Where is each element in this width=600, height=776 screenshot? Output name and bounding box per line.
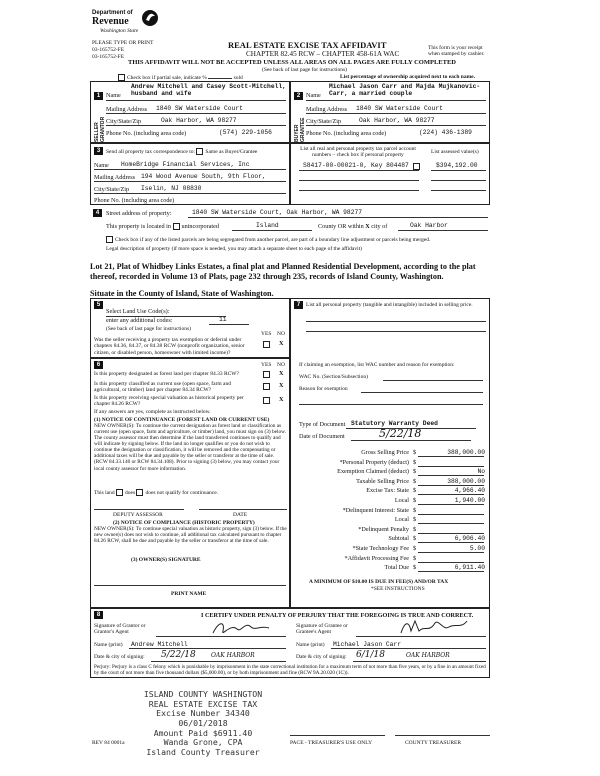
tax-calc-row [291, 459, 491, 468]
section-8-certification [90, 608, 490, 678]
legal-label: Legal description of property (if more space is needed, you may attach a separate sheet to each page of the affidavit) [106, 246, 362, 252]
stamp-line: Island County Treasurer [146, 747, 260, 758]
partial-sale-checkbox[interactable] [118, 74, 125, 81]
seller-mailing-label: Mailing Address [106, 106, 148, 113]
section-5-land-use [90, 298, 290, 358]
parcels-section [290, 143, 490, 205]
treasurer-receipt-stamp [128, 690, 278, 758]
parcel-assessed-value: $394,192.00 [436, 162, 478, 169]
tax-calc-row [291, 535, 491, 544]
deputy-assessor-label: DEPUTY ASSESSOR [113, 512, 163, 518]
land-qualify-row: This land does does not qualify for continuance. [94, 489, 219, 496]
tax-calc-label: Local [394, 497, 409, 504]
parcels-header: List all real and personal property tax parcel account numbers – check box if personal property [300, 146, 416, 159]
same-as-buyer-label: Same as Buyer/Grantee [205, 148, 258, 155]
s6-yes-header: YES [261, 362, 272, 368]
perjury-notice: Perjury: Perjury is a class C felony which is punishable by imprisonment in the state correctional institution for a maximum term of not more than five years, or by a fine in an amount fixed by the court of not more than five thousand dollars ($5,000.00), or by both imprisonment and fine (RCW 9A.20.020 (1C)). [94, 664, 486, 676]
tax-calc-label: Exemption Claimed (deduct) [337, 468, 409, 476]
tax-calc-label: Excise Tax: State [366, 487, 409, 495]
stamp-line: Excise Number 34340 [156, 708, 250, 719]
grantor-signature [211, 619, 271, 637]
tax-calc-value: 388,000.00 [447, 449, 485, 456]
tax-calc-label: *Personal Property (deduct) [339, 458, 409, 466]
tax-calc-row [291, 449, 491, 458]
grantee-date-city-label: Date & city of signing: [296, 654, 347, 660]
doc-type-label: Type of Document [299, 421, 346, 428]
section-7-number: 7 [294, 301, 303, 309]
stamp-line: Wanda Grone, CPA [163, 737, 243, 748]
receipt-note-2: when stamped by cashier. [428, 51, 485, 57]
receipt-note-1: This form is your receipt [428, 45, 483, 51]
buyer-city-label: City/State/Zip [306, 118, 342, 125]
wac-no-label: WAC No. (Section/Subsection) [299, 374, 368, 380]
tax-calc-dollar: $ [413, 535, 417, 543]
notice1-body: NEW OWNER(S): To continue the current designation as forest land or classification as current use (open space, farm and agriculture, or timber) land, you must sign on (3) below. The county assessor must then determine if the land transferred continues to qualify and will indicate by signing below. If the land no longer qualifies or you do not wish to continue the designation or classification, it will be removed and the compensating or additional taxes will be due and payable by the seller or transferor at the time of sale. (RCW 84.33.140 or RCW 84.34.108). Prior to signing (3) below, you may contact your local county assessor for more information. [94, 423, 286, 472]
tax-calc-row [291, 497, 491, 506]
s6-q1-answer: X [279, 370, 284, 377]
grantor-signature-label: Signature of Grantor or Grantor's Agent [94, 623, 146, 636]
section-2-buyer [290, 81, 490, 143]
seller-city-label: City/State/Zip [106, 118, 142, 125]
s6-q3-answer: X [279, 396, 284, 403]
tax-calc-row [291, 555, 491, 564]
grantor-date: 5/22/18 [161, 650, 196, 660]
see-instructions: *SEE INSTRUCTIONS [371, 586, 425, 592]
tax-corr-name-label: Name [94, 162, 109, 169]
form-warning: THIS AFFIDAVIT WILL NOT BE ACCEPTED UNLESS ALL AREAS ON ALL PAGES ARE FULLY COMPLETED [128, 59, 456, 66]
tax-calc-label: Taxable Selling Price [356, 477, 409, 485]
buyer-name: Michael Jason Carr and Majda Mujkanovic-Carr, a married couple [329, 83, 481, 97]
form-see-back: (See back of last page for instructions) [262, 67, 347, 73]
tax-calc-dollar: $ [413, 564, 417, 572]
stamp-line: ISLAND COUNTY WASHINGTON [143, 689, 263, 699]
tax-corr-phone-label: Phone No. (including area code) [94, 197, 175, 204]
form-code-1: 03-165752-FE [92, 47, 125, 53]
tax-calc-row [291, 545, 491, 554]
logo-line3: Washington State [100, 28, 139, 34]
tax-calc-dollar: $ [413, 516, 417, 524]
section-7-tax-calc [290, 298, 490, 608]
tax-calc-row [291, 487, 491, 496]
seller-mailing: 1840 SW Waterside Court [156, 105, 243, 112]
land-use-q1-answer: X [279, 340, 284, 347]
tax-calc-value: 5.00 [469, 545, 485, 552]
tax-calc-dollar: $ [413, 525, 417, 533]
buyer-city: Oak Harbor, WA 98277 [359, 117, 435, 124]
notice2-title: (2) NOTICE OF COMPLIANCE (HISTORIC PROPERTY) [113, 520, 255, 526]
street-label: Street address of property: [106, 210, 172, 217]
stamp-line: 06/01/2018 [178, 718, 228, 729]
seller-phone-label: Phone No. (including area code) [106, 130, 187, 137]
section-4-number: 4 [93, 209, 102, 217]
reason-label: Reason for exemption [299, 386, 348, 392]
city-of-value: Oak Harbor [410, 222, 448, 229]
section-5-number: 5 [94, 301, 103, 309]
certify-statement: I CERTIFY UNDER PENALTY OF PERJURY THAT THE FOREGOING IS TRUE AND CORRECT. [201, 612, 474, 619]
s6-q3-yes[interactable] [263, 397, 270, 404]
legal-description: Lot 21, Plat of Whidbey Links Estates, a final plat and Planned Residential Development, according to the plat thereof, recorded in Volume 13 of Plats, page 232 through 235, records of Island County, Washington. [90, 262, 476, 282]
print-name-label: PRINT NAME [171, 591, 207, 597]
same-as-buyer-checkbox[interactable] [196, 148, 203, 155]
notice2-body: NEW OWNER(S): To continue special valuation as historic property, sign (3) below. If the new owner(s) does not wish to continue, all additional tax calculated pursuant to chapter 84.26 RCW, shall be due and payable by the seller or transferor at the time of sale. [94, 526, 287, 545]
grantor-name-label: Name (print) [94, 642, 123, 648]
buyer-phone: (224) 436-1389 [419, 129, 472, 136]
unincorporated-checkbox[interactable] [173, 223, 180, 230]
doc-date: 5/22/18 [379, 427, 422, 440]
section-1-seller [90, 81, 290, 143]
s6-if-yes: If any answers are yes, complete as instructed below. [94, 409, 211, 415]
doc-type: Statutory Warranty Deed [351, 420, 438, 427]
s6-q2: Is this property classified as current use (open space, farm and agricultural, or timber) land per chapter 84.34 RCW? [94, 381, 231, 394]
owner-signature-label: (3) OWNER(S) SIGNATURE [131, 557, 201, 563]
located-row [106, 223, 219, 230]
parcel-number: S8417-00-00021-0, Key 804487 [303, 162, 409, 169]
s6-no-header: NO [277, 362, 285, 368]
land-use-see-back: (See back of last page for instructions) [106, 326, 191, 332]
buyer-name-label: Name [306, 92, 321, 99]
tax-calc-value: 4,966.40 [454, 487, 485, 495]
grantor-name: Andrew Mitchell [131, 641, 188, 648]
tax-calc-label: *Delinquent Penalty [358, 525, 409, 533]
s6-q2-yes[interactable] [263, 383, 270, 390]
please-type: PLEASE TYPE OR PRINT [92, 40, 154, 46]
tax-calc-row [291, 526, 491, 535]
seller-name: Andrew Mitchell and Casey Scott-Mitchell, husband and wife [131, 83, 286, 97]
grantee-name-label: Name (print) [296, 642, 325, 648]
land-use-q1: Was the seller receiving a property tax exemption or deferral under chapters 84.36, 84.37, or 84.38 RCW (nonprofit organization, senior citizen, or disabled person, homeowner with limited income)? [94, 337, 245, 356]
segregated-row [106, 236, 496, 243]
does-qualify-checkbox[interactable] [116, 489, 123, 496]
section-8-number: 8 [94, 611, 103, 619]
seller-name-label: Name [106, 92, 121, 99]
tax-calc-label: *Affidavit Processing Fee [344, 554, 409, 562]
tax-calc-dollar: $ [413, 506, 417, 514]
segregated-checkbox[interactable] [106, 236, 113, 243]
s6-q2-answer: X [279, 382, 284, 389]
tax-calc-dollar: $ [413, 458, 417, 466]
land-use-q1-yes[interactable] [263, 341, 270, 348]
tax-calc-dollar: $ [413, 477, 417, 485]
buyer-side-label: BUYER GRANTEE [294, 117, 306, 142]
doc-date-label: Date of Document [299, 433, 345, 440]
tax-corr-row [106, 148, 257, 155]
tax-calc-row [291, 516, 491, 525]
buyer-mailing-label: Mailing Address [306, 106, 348, 113]
form-code-2: 03-165752-FE [92, 54, 125, 60]
buyer-mailing: 1840 SW Waterside Court [356, 105, 443, 112]
grantee-city: OAK HARBOR [406, 652, 450, 659]
ownership-note: List percentage of ownership acquired next to each name. [340, 74, 475, 80]
buyer-phone-label: Phone No. (including area code) [306, 130, 387, 137]
form-chapter: CHAPTER 82.45 RCW – CHAPTER 458-61A WAC [246, 50, 400, 58]
deputy-date-label: DATE [233, 512, 248, 518]
land-use-code: 11 [219, 316, 227, 323]
street-address: 1840 SW Waterside Court, Oak Harbor, WA 98277 [192, 209, 363, 216]
tax-calc-dollar: $ [413, 449, 417, 456]
personal-property-label: List all personal property (tangible and intangible) included in selling price. [306, 302, 473, 308]
tax-calc-value: 6,906.40 [454, 535, 485, 543]
section-3-number: 3 [94, 147, 103, 155]
s6-q1-yes[interactable] [263, 371, 270, 378]
select-land-use-label: Select Land Use Code(s): [106, 308, 170, 315]
tax-calc-value: No [477, 468, 485, 476]
tax-calc-dollar: $ [413, 497, 417, 504]
seller-city: Oak Harbor, WA 98277 [161, 117, 237, 124]
seller-phone: (574) 229-1056 [219, 129, 272, 136]
tax-calc-label: Gross Selling Price [361, 449, 409, 456]
tax-corr-name: HomeBridge Financial Services, Inc [121, 161, 250, 168]
dor-logo [92, 10, 162, 38]
segregated-label: Check box if any of the listed parcels are being segregated from another parcel, are part of a boundary line adjustment or parcels being merged. [115, 236, 431, 243]
tax-calc-row [291, 478, 491, 487]
personal-property-checkbox[interactable] [413, 163, 420, 170]
grantor-date-city-label: Date & city of signing: [94, 654, 145, 660]
rev-code: REV 84 0001a [92, 740, 125, 746]
notice1-title: (1) NOTICE OF CONTINUANCE (FOREST LAND OR CURRENT USE) [94, 417, 270, 423]
section-1-number: 1 [94, 92, 103, 100]
tax-calc-label: Total Due [384, 564, 409, 572]
county-value: Island [256, 222, 279, 229]
unincorporated-label: unincorporated [181, 223, 219, 230]
logo-swirl-icon [140, 8, 160, 28]
section-6-designation [90, 358, 290, 608]
tax-calc-value: 1,940.00 [454, 497, 485, 504]
county-treasurer-label: COUNTY TREASURER [405, 740, 462, 746]
additional-codes-label: enter any additional codes: [106, 317, 173, 324]
tax-calc-dollar: $ [413, 468, 417, 476]
does-not-qualify-checkbox[interactable] [136, 489, 143, 496]
tax-calc-label: Subtotal [388, 535, 409, 543]
tax-corr-mailing: 194 Wood Avenue South, 9th Floor, [141, 173, 266, 180]
tax-calc-label: *Delinquent Interest: State [342, 506, 409, 514]
grantee-signature [399, 617, 469, 637]
tax-calc-row [291, 468, 491, 477]
tax-calc-dollar: $ [413, 487, 417, 495]
form-title: REAL ESTATE EXCISE TAX AFFIDAVIT [228, 40, 387, 50]
tax-corr-label: Send all property tax correspondence to: [106, 148, 196, 155]
tax-calc-dollar: $ [413, 545, 417, 552]
section-3-tax-correspondence [90, 143, 290, 205]
located-label: This property is located in [106, 223, 171, 230]
tax-calc-row [291, 507, 491, 516]
tax-calc-row [291, 564, 491, 573]
tax-calc-value: 6,911.40 [454, 564, 485, 572]
tax-calc-label: *State Technology Fee [352, 545, 409, 552]
grantee-date: 6/1/18 [356, 650, 385, 660]
tax-corr-mailing-label: Mailing Address [94, 174, 136, 181]
grantee-name: Michael Jason Carr [333, 641, 402, 648]
land-use-yes-header: YES [261, 331, 272, 337]
logo-line1: Department of [92, 10, 133, 16]
minimum-due: A MINIMUM OF $10.00 IS DUE IN FEE(S) AND/OR TAX [309, 579, 449, 585]
treasurer-use-only: PACE - TREASURER'S USE ONLY [290, 740, 373, 746]
assessed-header: List assessed value(s) [431, 149, 479, 155]
s6-q1: Is this property designated as forest land per chapter 84.33 RCW? [94, 371, 239, 377]
grantee-signature-label: Signature of Grantee or Grantee's Agent [296, 623, 348, 636]
tax-calc-label: Local [394, 516, 409, 524]
stamp-line: REAL ESTATE EXCISE TAX [148, 698, 258, 709]
tax-corr-city: Iselin, NJ 08830 [141, 185, 202, 192]
grantor-city: OAK HARBOR [211, 652, 255, 659]
county-or-within: County OR within X city of [318, 223, 388, 230]
tax-calc-dollar: $ [413, 554, 417, 562]
logo-line2: Revenue [92, 16, 129, 27]
situate-line: Situate in the County of Island, State of Washington. [90, 289, 274, 298]
exemption-label: If claiming an exemption, list WAC number and reason for exemption: [299, 362, 455, 368]
section-2-number: 2 [294, 92, 303, 100]
section-6-number: 6 [94, 361, 103, 369]
land-use-no-header: NO [277, 331, 285, 337]
tax-corr-city-label: City/State/Zip [94, 186, 130, 193]
partial-sale-sold: sold [233, 74, 243, 81]
stamp-line: Amount Paid $6911.40 [153, 727, 253, 738]
tax-calc-value: 388,000.00 [447, 477, 485, 485]
partial-sale-label: Check box if partial sale, indicate % [127, 74, 207, 81]
s6-q3: Is this property receiving special valuation as historical property per chapter 84.26 RCW? [94, 395, 244, 408]
seller-side-label: SELLER GRANTOR [94, 116, 106, 142]
